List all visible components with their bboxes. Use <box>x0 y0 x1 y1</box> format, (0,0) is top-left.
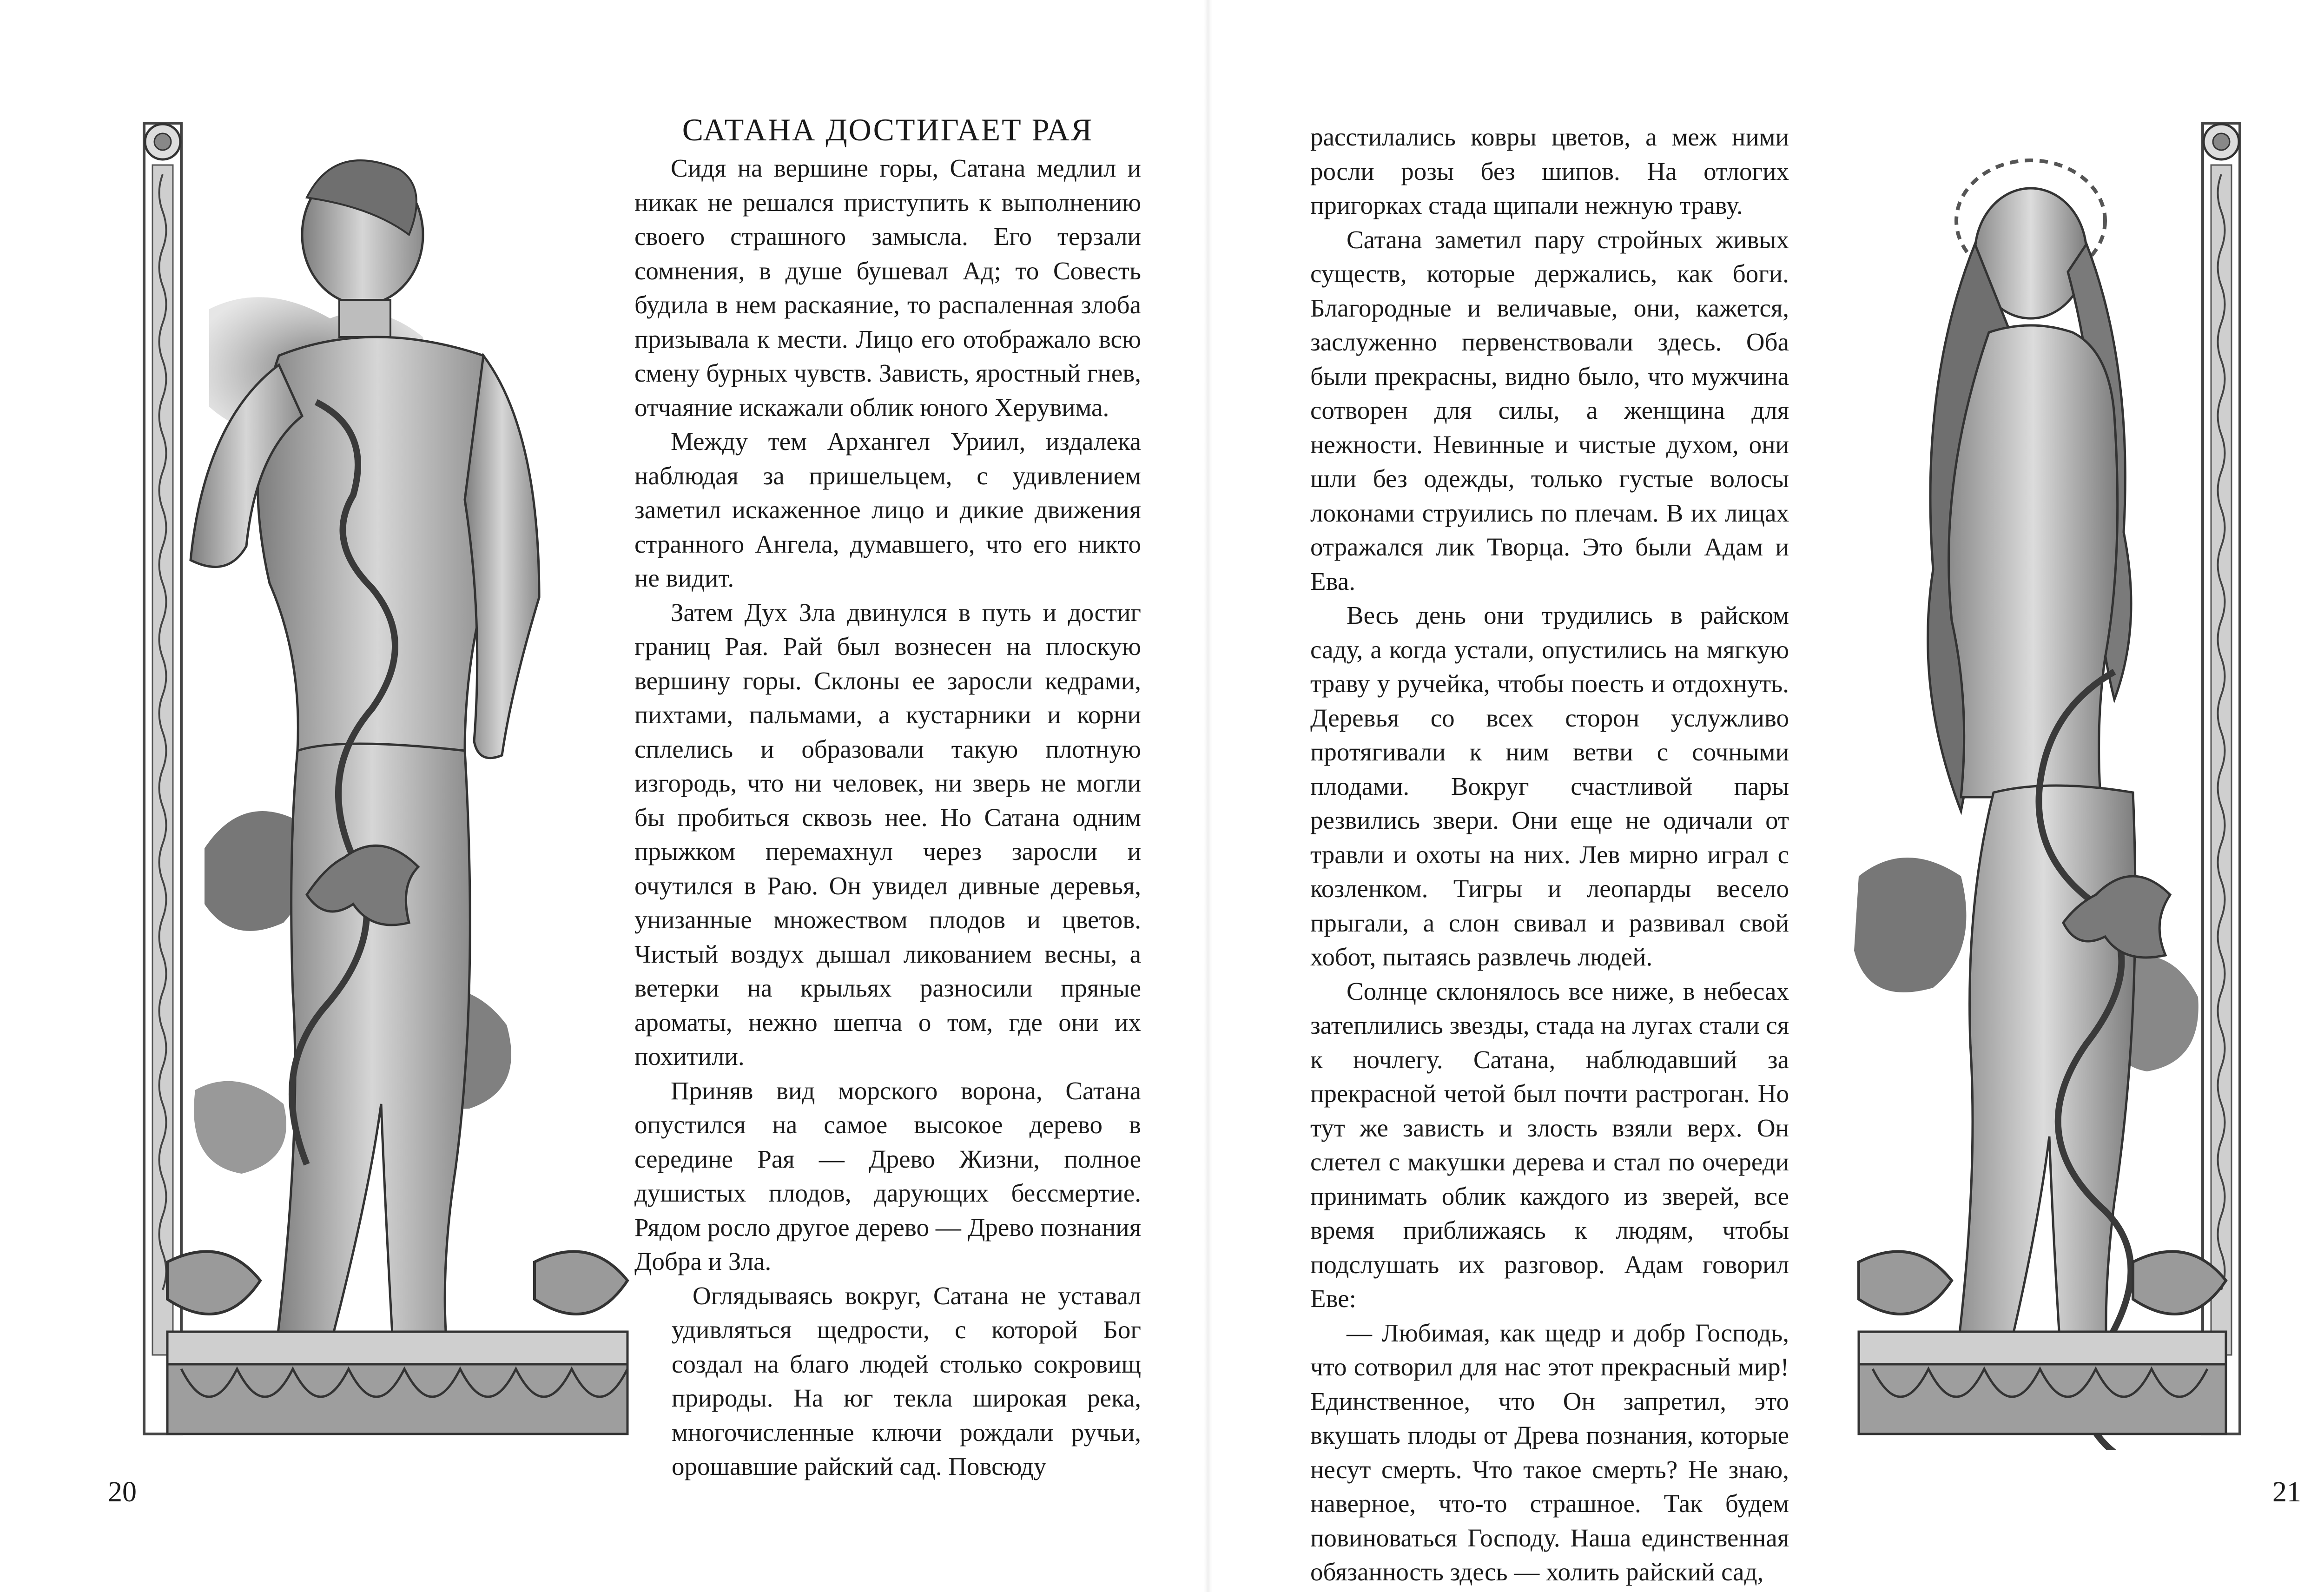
illustration-eve-figure <box>1854 114 2245 1450</box>
paragraph: Весь день они трудились в райском саду, а когда устали, опустились на мягкую траву у ручейка, чтобы поесть и отдохнуть. Деревья со всех сторон услужливо протягивали к ним ветви с сочными плодами. Вокруг счастливой пары резвились звери. Они еще не одичали от травли и охоты на них. Лев мирно играл с козленком. Тигры и леопарды весело прыгали, а слон свивал и развивал свой хобот, пытаясь развлечь людей. <box>1310 601 1789 971</box>
page-number: 20 <box>108 1476 137 1508</box>
paragraph: Солнце склонялось все ниже, в небесах затеплились звезды, стада на лугах стали ся к ночлегу. Сатана, наблюдавший за прекрасной четой был почти растроган. Но тут же зависть и злость взяли верх. Он слетел с макушки дерева и стал по очереди принимать облик каждого из зверей, все время приближаясь к людям, чтобы подслушать их разговор. Адам говорил Еве: <box>1310 977 1789 1313</box>
paragraph: — Любимая, как щедр и добр Господь, что сотворил для нас этот прекрасный мир! Единственное, что Он запретил, это вкушать плоды от Древа познания, которые несут смерть. Что такое смерть? Не знаю, наверное, что-то страшное. Так будем повиноваться Господу. Наша единственная обязанность здесь — холить райский сад, <box>1310 1318 1789 1586</box>
right-text-column <box>1310 120 1789 1589</box>
page-number: 21 <box>2272 1476 2301 1508</box>
paragraph: Оглядываясь вокруг, Сатана не уставал удивляться щедрости, с которой Бог создал на благо людей столько сокровищ природы. На юг текла широкая река, многочисленные ключи рождали ручьи, орошавшие райский сад. Повсюду <box>672 1281 1141 1480</box>
left-text-column <box>634 151 1141 1484</box>
paragraph: расстилались ковры цветов, а меж ними росли розы без шипов. На отлогих пригорках стада щипали нежную траву. <box>1310 123 1789 219</box>
chapter-title: САТАНА ДОСТИГАЕТ РАЯ <box>682 112 1094 147</box>
paragraph: Сидя на вершине горы, Сатана медлил и никак не решался приступить к выполнению своего страшного замысла. Его терзали сомнения, в душе бушевал Ад; то Совесть будила в нем раскаяние, то распаленная злоба призывала к мести. Лицо его отображало всю смену бурных чувств. Зависть, яростный гнев, отчаяние искажали облик юного Херувима. <box>634 154 1141 422</box>
adam-illustration-svg <box>139 114 632 1450</box>
paragraph: Между тем Архангел Уриил, издалека наблюдая за пришельцем, с удивлением заметил искаженное лицо и дикие движения странного Ангела, думавшего, что его никто не видит. <box>634 427 1141 592</box>
eve-illustration-svg <box>1854 114 2245 1450</box>
paragraph: Затем Дух Зла двинулся в путь и достиг границ Рая. Рай был вознесен на плоскую вершину горы. Склоны ее заросли кедрами, пихтами, пальмами, а кустарники и корни сплелись и образовали такую плотную изгородь, что ни человек, ни зверь не могли бы пробиться сквозь нее. Но Сатана одним прыжком перемахнул через заросли и очутился в Раю. Он увидел дивные деревья, унизанные множеством плодов и цветов. Чистый воздух дышал ликованием весны, а ветерки на крыльях разносили пряные ароматы, нежно шепча о том, где они их похитили. <box>634 598 1141 1070</box>
illustration-adam-figure <box>139 114 632 1450</box>
right-page <box>1208 0 2324 1592</box>
paragraph: Приняв вид морского ворона, Сатана опустился на самое высокое дерево в середине Рая — Древо Жизни, полное душистых плодов, дарующих бессмертие. Рядом росло другое дерево — Древо познания Добра и Зла. <box>634 1076 1141 1275</box>
paragraph: Сатана заметил пару стройных живых существ, которые держались, как боги. Благородные и величавые, они, кажется, заслуженно первенствовали здесь. Оба были прекрасны, видно было, что мужчина сотворен для силы, а женщина для нежности. Невинные и чистые духом, они шли без одежды, только густые волосы локонами струились по плечам. В их лицах отражался лик Творца. Это были Адам и Ева. <box>1310 225 1789 595</box>
